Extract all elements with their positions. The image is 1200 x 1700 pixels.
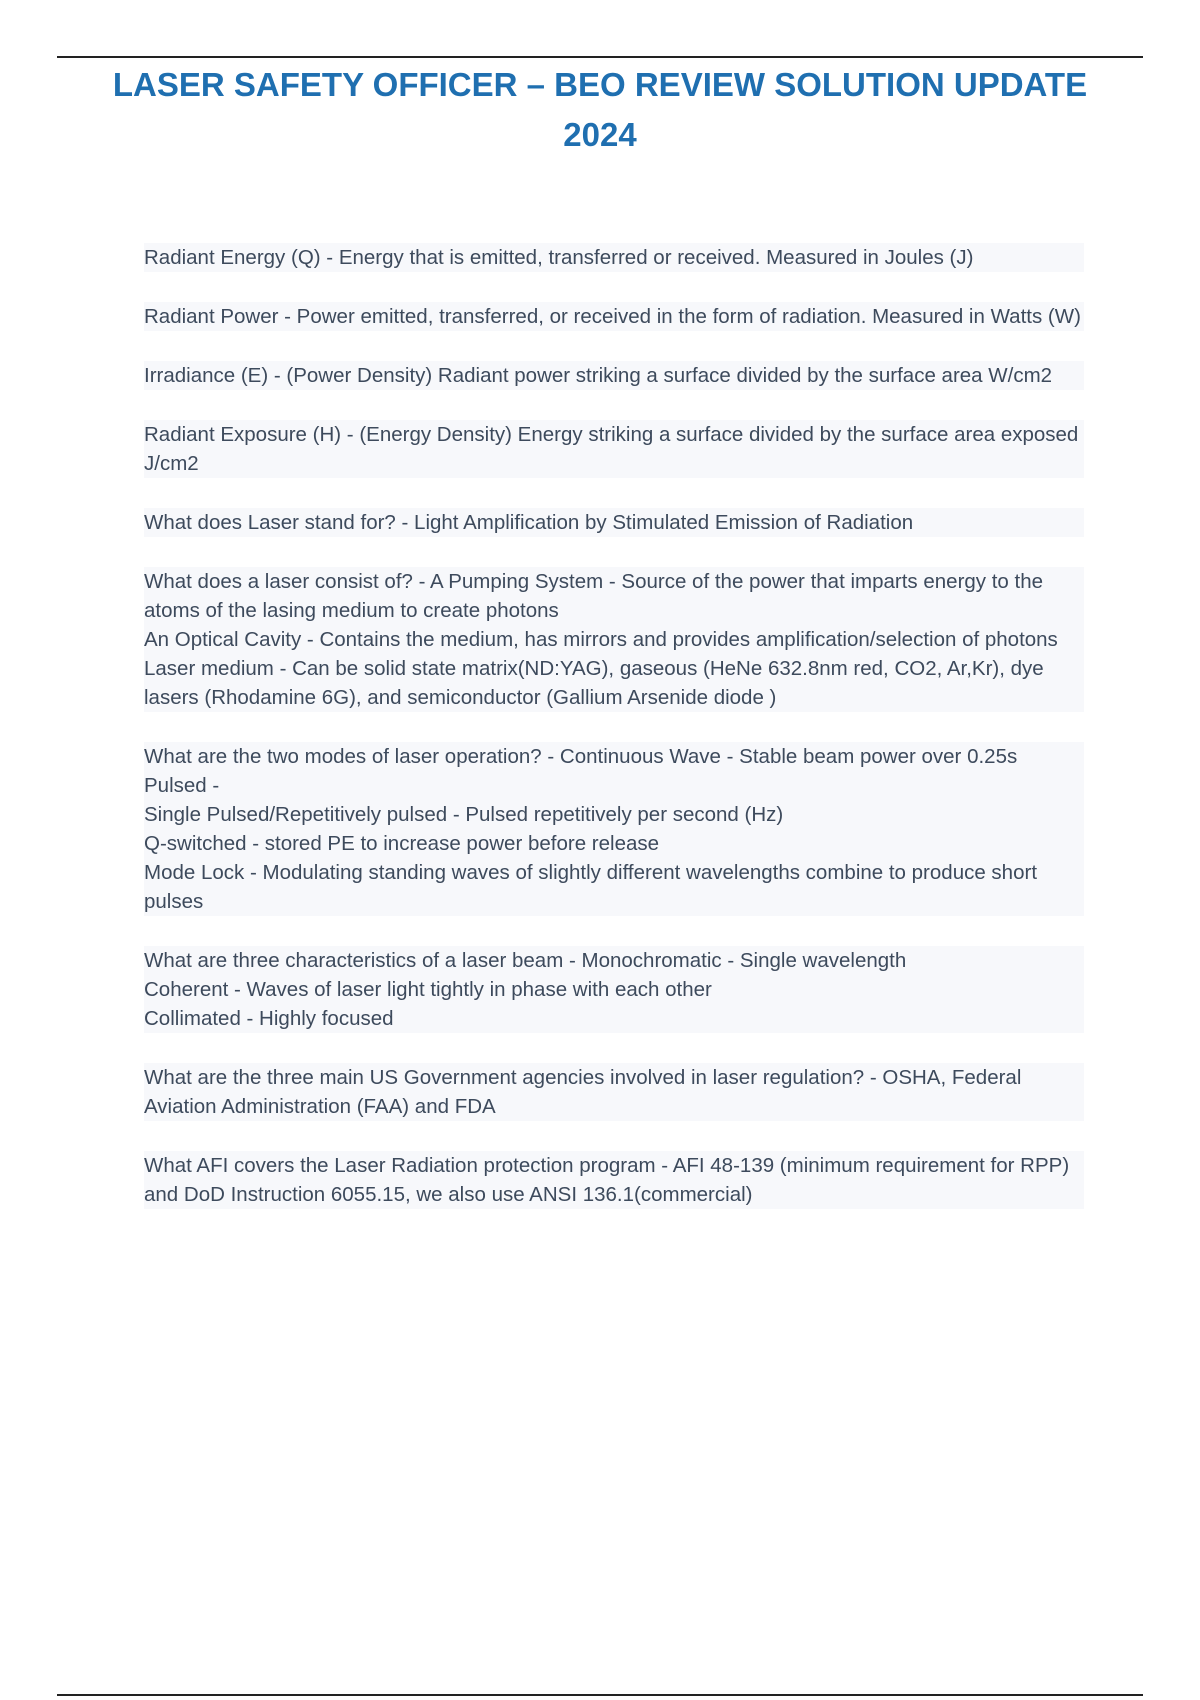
entry-line: An Optical Cavity - Contains the medium, has mirrors and provides amplification/selection of photons [144, 625, 1084, 654]
entry-line: Coherent - Waves of laser light tightly in phase with each other [144, 975, 1084, 1004]
entry-government-agencies [144, 1063, 1084, 1121]
entry-line: What are three characteristics of a laser beam - Monochromatic - Single wavelength [144, 946, 1084, 975]
entry-line: Mode Lock - Modulating standing waves of slightly different wavelengths combine to produce short pulses [144, 858, 1084, 916]
entry-line: What are the two modes of laser operation? - Continuous Wave - Stable beam power over 0.25s [144, 742, 1084, 771]
entry-line: Collimated - Highly focused [144, 1004, 1084, 1033]
entry-line: Single Pulsed/Repetitively pulsed - Pulsed repetitively per second (Hz) [144, 800, 1084, 829]
entry-laser-components [144, 567, 1084, 712]
entry-line: What does Laser stand for? - Light Amplification by Stimulated Emission of Radiation [144, 508, 1084, 537]
entry-line: What are the three main US Government agencies involved in laser regulation? - OSHA, Federal Aviation Administration (FAA) and FDA [144, 1063, 1084, 1121]
entry-line: What does a laser consist of? - A Pumping System - Source of the power that imparts energy to the atoms of the lasing medium to create photons [144, 567, 1084, 625]
document-title: LASER SAFETY OFFICER – BEO REVIEW SOLUTION UPDATE 2024 [112, 66, 1088, 153]
entry-line: Radiant Power - Power emitted, transferred, or received in the form of radiation. Measured in Watts (W) [144, 302, 1084, 331]
bottom-rule [57, 1694, 1143, 1696]
entry-radiant-exposure [144, 420, 1084, 478]
entry-line: Q-switched - stored PE to increase power before release [144, 829, 1084, 858]
entry-radiant-power [144, 302, 1084, 331]
entry-laser-modes [144, 742, 1084, 916]
document-body [144, 243, 1084, 1239]
entry-line: Pulsed - [144, 771, 1084, 800]
entry-line: Radiant Energy (Q) - Energy that is emitted, transferred or received. Measured in Joules (J) [144, 243, 1084, 272]
entry-line: What AFI covers the Laser Radiation protection program - AFI 48-139 (minimum requirement for RPP) and DoD Instruction 6055.15, we also use ANSI 136.1(commercial) [144, 1151, 1084, 1209]
entry-line: Irradiance (E) - (Power Density) Radiant power striking a surface divided by the surface area W/cm2 [144, 361, 1084, 390]
entry-irradiance [144, 361, 1084, 390]
entry-afi-program [144, 1151, 1084, 1209]
entry-line: Laser medium - Can be solid state matrix(ND:YAG), gaseous (HeNe 632.8nm red, CO2, Ar,Kr), dye lasers (Rhodamine 6G), and semiconductor (Gallium Arsenide diode ) [144, 654, 1084, 712]
entry-laser-acronym [144, 508, 1084, 537]
entry-line: Radiant Exposure (H) - (Energy Density) Energy striking a surface divided by the surface area exposed J/cm2 [144, 420, 1084, 478]
entry-radiant-energy [144, 243, 1084, 272]
top-rule [57, 56, 1143, 58]
entry-beam-characteristics [144, 946, 1084, 1033]
